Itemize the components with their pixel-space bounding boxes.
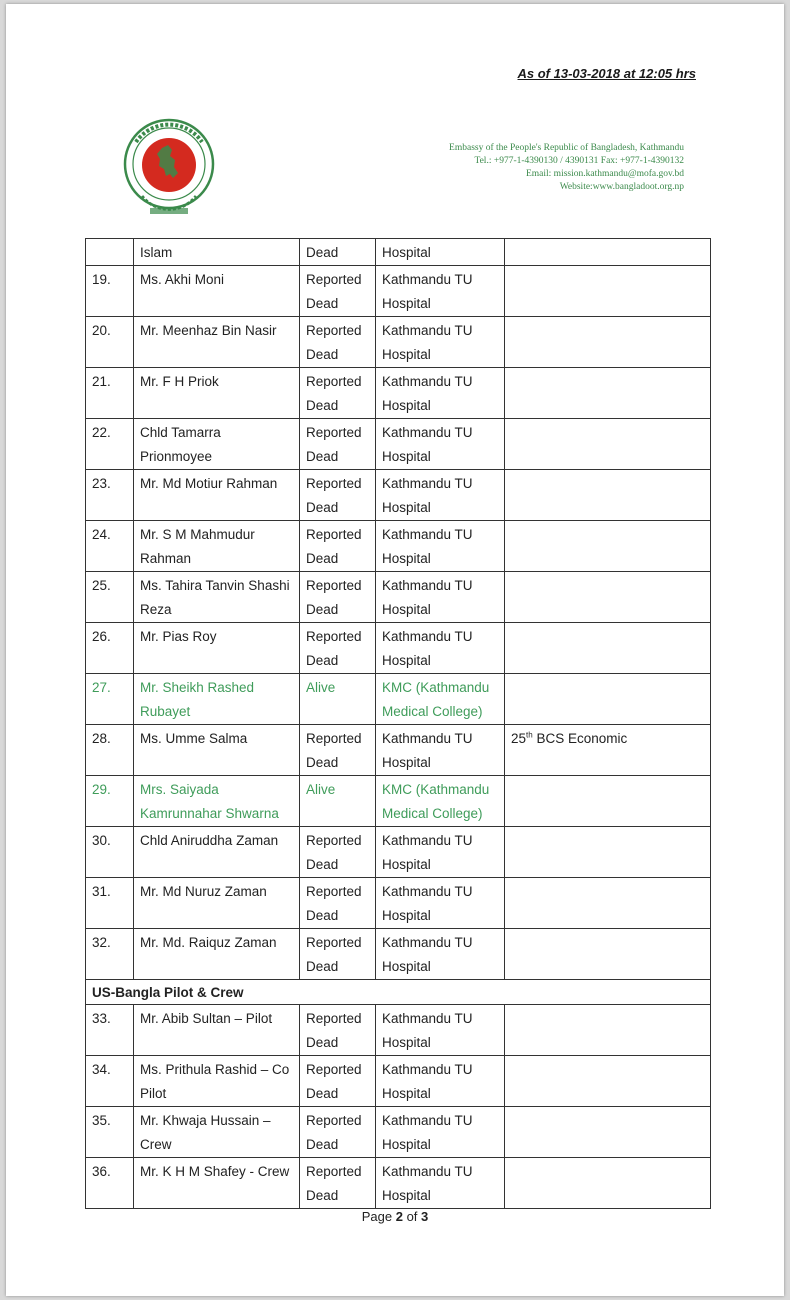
cell-number: 33.: [86, 1005, 134, 1056]
cell-name: Mr. Md Motiur Rahman: [134, 470, 300, 521]
cell-remarks: [505, 521, 711, 572]
cell-remarks: [505, 827, 711, 878]
table-row: [86, 572, 711, 623]
section-title: US-Bangla Pilot & Crew: [86, 980, 711, 1005]
table-row: [86, 368, 711, 419]
cell-name: Mr. Pias Roy: [134, 623, 300, 674]
cell-status: Reported Dead: [300, 878, 376, 929]
cell-location: Kathmandu TU Hospital: [376, 929, 505, 980]
cell-number: [86, 239, 134, 266]
cell-number: 21.: [86, 368, 134, 419]
cell-location: Kathmandu TU Hospital: [376, 266, 505, 317]
cell-name: Chld Tamarra Prionmoyee: [134, 419, 300, 470]
cell-location: Kathmandu TU Hospital: [376, 827, 505, 878]
cell-number: 32.: [86, 929, 134, 980]
cell-status: Reported Dead: [300, 470, 376, 521]
cell-status: Reported Dead: [300, 725, 376, 776]
cell-number: 29.: [86, 776, 134, 827]
cell-number: 24.: [86, 521, 134, 572]
table-row: [86, 521, 711, 572]
cell-status: Alive: [300, 674, 376, 725]
cell-status: Reported Dead: [300, 266, 376, 317]
cell-name: Mr. Md. Raiquz Zaman: [134, 929, 300, 980]
cell-name: Mr. F H Priok: [134, 368, 300, 419]
cell-remarks: [505, 419, 711, 470]
table-row: [86, 317, 711, 368]
cell-name: Mr. Meenhaz Bin Nasir: [134, 317, 300, 368]
table-row: [86, 470, 711, 521]
cell-remarks: [505, 929, 711, 980]
cell-status: Reported Dead: [300, 1005, 376, 1056]
table-row: [86, 419, 711, 470]
cell-name: Ms. Umme Salma: [134, 725, 300, 776]
cell-location: Kathmandu TU Hospital: [376, 317, 505, 368]
cell-name: Mr. S M Mahmudur Rahman: [134, 521, 300, 572]
cell-remarks: [505, 623, 711, 674]
cell-remarks: [505, 878, 711, 929]
cell-remarks: [505, 1107, 711, 1158]
cell-number: 26.: [86, 623, 134, 674]
table-row: [86, 1107, 711, 1158]
cell-number: 19.: [86, 266, 134, 317]
cell-status: Reported Dead: [300, 623, 376, 674]
cell-location: Kathmandu TU Hospital: [376, 419, 505, 470]
cell-remarks: [505, 572, 711, 623]
embassy-seal-icon: [122, 112, 216, 230]
page-prefix: Page: [361, 1209, 393, 1224]
cell-name: Mr. Sheikh Rashed Rubayet: [134, 674, 300, 725]
cell-remarks: [505, 776, 711, 827]
cell-name: Mrs. Saiyada Kamrunnahar Shwarna: [134, 776, 300, 827]
page-number: [6, 1209, 784, 1224]
cell-location: KMC (Kathmandu Medical College): [376, 674, 505, 725]
cell-status: Dead: [300, 239, 376, 266]
table-row: [86, 827, 711, 878]
cell-location: Kathmandu TU Hospital: [376, 725, 505, 776]
cell-location: Kathmandu TU Hospital: [376, 1056, 505, 1107]
cell-location: Kathmandu TU Hospital: [376, 1005, 505, 1056]
as-of-timestamp: As of 13-03-2018 at 12:05 hrs: [517, 66, 696, 81]
cell-remarks: [505, 1005, 711, 1056]
cell-location: Kathmandu TU Hospital: [376, 572, 505, 623]
cell-location: Kathmandu TU Hospital: [376, 878, 505, 929]
table-row: [86, 776, 711, 827]
cell-status: Reported Dead: [300, 572, 376, 623]
cell-status: Reported Dead: [300, 1107, 376, 1158]
cell-status: Reported Dead: [300, 368, 376, 419]
cell-status: Reported Dead: [300, 317, 376, 368]
cell-location: Hospital: [376, 239, 505, 266]
letterhead-line: Tel.: +977-1-4390130 / 4390131 Fax: +977-1-4390132: [474, 156, 684, 166]
cell-name: Ms. Tahira Tanvin Shashi Reza: [134, 572, 300, 623]
cell-status: Reported Dead: [300, 1158, 376, 1209]
cell-number: 28.: [86, 725, 134, 776]
passenger-status-table: [85, 238, 711, 1209]
cell-number: 22.: [86, 419, 134, 470]
table-row: [86, 1005, 711, 1056]
cell-location: Kathmandu TU Hospital: [376, 470, 505, 521]
letterhead-line: Embassy of the People's Republic of Bangladesh, Kathmandu: [449, 143, 684, 153]
cell-number: 30.: [86, 827, 134, 878]
cell-status: Reported Dead: [300, 419, 376, 470]
page-current: 2: [395, 1209, 403, 1224]
cell-remarks: [505, 239, 711, 266]
cell-number: 20.: [86, 317, 134, 368]
cell-name: Mr. Md Nuruz Zaman: [134, 878, 300, 929]
cell-name: Mr. Khwaja Hussain – Crew: [134, 1107, 300, 1158]
cell-name: Ms. Akhi Moni: [134, 266, 300, 317]
cell-remarks: [505, 368, 711, 419]
cell-location: Kathmandu TU Hospital: [376, 1158, 505, 1209]
cell-location: Kathmandu TU Hospital: [376, 368, 505, 419]
cell-status: Reported Dead: [300, 521, 376, 572]
cell-name: Islam: [134, 239, 300, 266]
cell-name: Mr. Abib Sultan – Pilot: [134, 1005, 300, 1056]
document-page: [6, 4, 784, 1296]
cell-location: Kathmandu TU Hospital: [376, 521, 505, 572]
letterhead-line: Website:www.bangladoot.org.np: [559, 182, 684, 192]
cell-location: Kathmandu TU Hospital: [376, 623, 505, 674]
cell-number: 34.: [86, 1056, 134, 1107]
cell-name: Chld Aniruddha Zaman: [134, 827, 300, 878]
cell-status: Reported Dead: [300, 929, 376, 980]
cell-number: 31.: [86, 878, 134, 929]
cell-name: Ms. Prithula Rashid – Co Pilot: [134, 1056, 300, 1107]
cell-number: 35.: [86, 1107, 134, 1158]
cell-number: 27.: [86, 674, 134, 725]
cell-remarks: 25th BCS Economic: [505, 725, 711, 776]
cell-number: 25.: [86, 572, 134, 623]
cell-status: Reported Dead: [300, 1056, 376, 1107]
table-row: [86, 725, 711, 776]
cell-number: 23.: [86, 470, 134, 521]
table-row: [86, 1056, 711, 1107]
cell-status: Alive: [300, 776, 376, 827]
page-total: 3: [421, 1209, 429, 1224]
cell-remarks: [505, 266, 711, 317]
embassy-letterhead: [449, 142, 684, 194]
letterhead-line: Email: mission.kathmandu@mofa.gov.bd: [525, 169, 684, 179]
cell-remarks: [505, 470, 711, 521]
table-row: [86, 929, 711, 980]
cell-remarks: [505, 317, 711, 368]
cell-status: Reported Dead: [300, 827, 376, 878]
page-of: of: [406, 1209, 418, 1224]
table-row: [86, 878, 711, 929]
cell-remarks: [505, 1056, 711, 1107]
cell-remarks: [505, 674, 711, 725]
table-row: [86, 674, 711, 725]
table-row: [86, 623, 711, 674]
cell-location: KMC (Kathmandu Medical College): [376, 776, 505, 827]
table-row: [86, 1158, 711, 1209]
table-row: [86, 266, 711, 317]
cell-remarks: [505, 1158, 711, 1209]
table-row: [86, 239, 711, 266]
cell-location: Kathmandu TU Hospital: [376, 1107, 505, 1158]
cell-name: Mr. K H M Shafey - Crew: [134, 1158, 300, 1209]
cell-number: 36.: [86, 1158, 134, 1209]
section-header-row: [86, 980, 711, 1005]
